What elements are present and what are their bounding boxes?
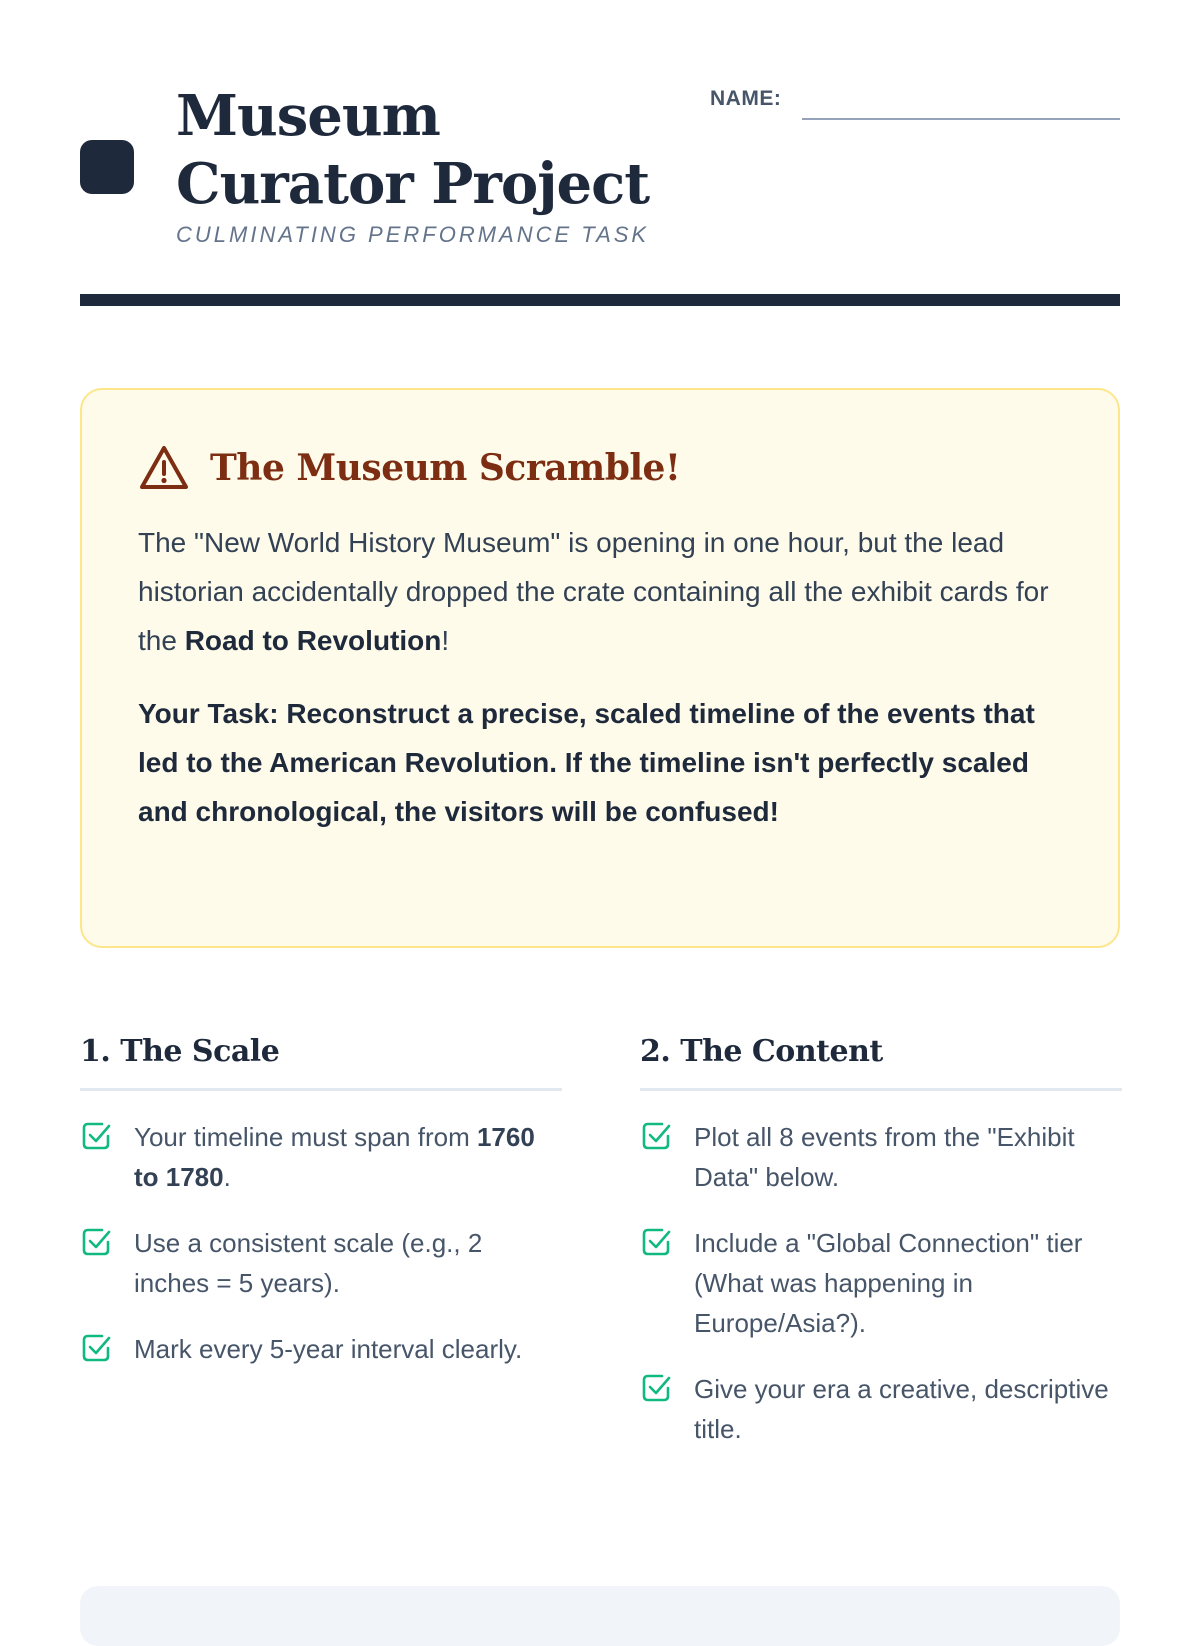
scale-checklist — [80, 1117, 562, 1369]
checkbox-checked-icon — [80, 1332, 112, 1364]
scenario-title: The Museum Scramble! — [210, 447, 681, 489]
scenario-header — [138, 442, 1062, 494]
logo-square-icon — [80, 140, 134, 194]
warning-triangle-icon — [138, 444, 190, 492]
page-header — [80, 82, 1120, 262]
checklist-text: Include a "Global Connection" tier (What was happening in Europe/Asia?). — [694, 1228, 1083, 1338]
scenario-box — [80, 388, 1120, 948]
list-item — [80, 1223, 562, 1303]
list-item — [640, 1117, 1122, 1197]
page-title: Museum Curator Project — [176, 83, 650, 217]
list-item — [640, 1223, 1122, 1343]
checkbox-checked-icon — [80, 1120, 112, 1152]
page-subtitle: CULMINATING PERFORMANCE TASK — [176, 222, 650, 247]
list-item — [640, 1369, 1122, 1449]
task-description: Your Task: Reconstruct a precise, scaled timeline of the events that led to the American Revolution. If the timeline isn't perfectly scaled and chronological, the visitors will be confused! — [138, 698, 1035, 827]
checkbox-checked-icon — [640, 1372, 672, 1404]
checklist-text: Use a consistent scale (e.g., 2 inches = 5 years). — [134, 1228, 483, 1298]
checklist-text: Your timeline must span from 1760 to 1780. — [134, 1122, 535, 1192]
checkbox-checked-icon — [640, 1226, 672, 1258]
checklist-text: Plot all 8 events from the "Exhibit Data" below. — [694, 1122, 1075, 1192]
checklist-text: Mark every 5-year interval clearly. — [134, 1334, 523, 1364]
checklist-text: Give your era a creative, descriptive title. — [694, 1374, 1109, 1444]
content-section — [640, 1030, 1122, 1475]
scale-title: 1. The Scale — [80, 1030, 562, 1091]
content-title: 2. The Content — [640, 1030, 1122, 1091]
header-divider — [80, 294, 1120, 306]
scenario-highlight: Road to Revolution — [184, 625, 442, 656]
list-item — [80, 1117, 562, 1197]
checkbox-checked-icon — [640, 1120, 672, 1152]
scale-section — [80, 1030, 562, 1395]
name-label: NAME: — [710, 87, 782, 110]
exhibit-data-card — [80, 1586, 1120, 1646]
scenario-description: The "New World History Museum" is opening in one hour, but the lead historian accidentally dropped the crate containing all the exhibit cards for the Road to Revolution! — [138, 527, 1049, 656]
content-checklist — [640, 1117, 1122, 1449]
list-item — [80, 1329, 562, 1369]
name-field[interactable] — [802, 118, 1120, 120]
checkbox-checked-icon — [80, 1226, 112, 1258]
